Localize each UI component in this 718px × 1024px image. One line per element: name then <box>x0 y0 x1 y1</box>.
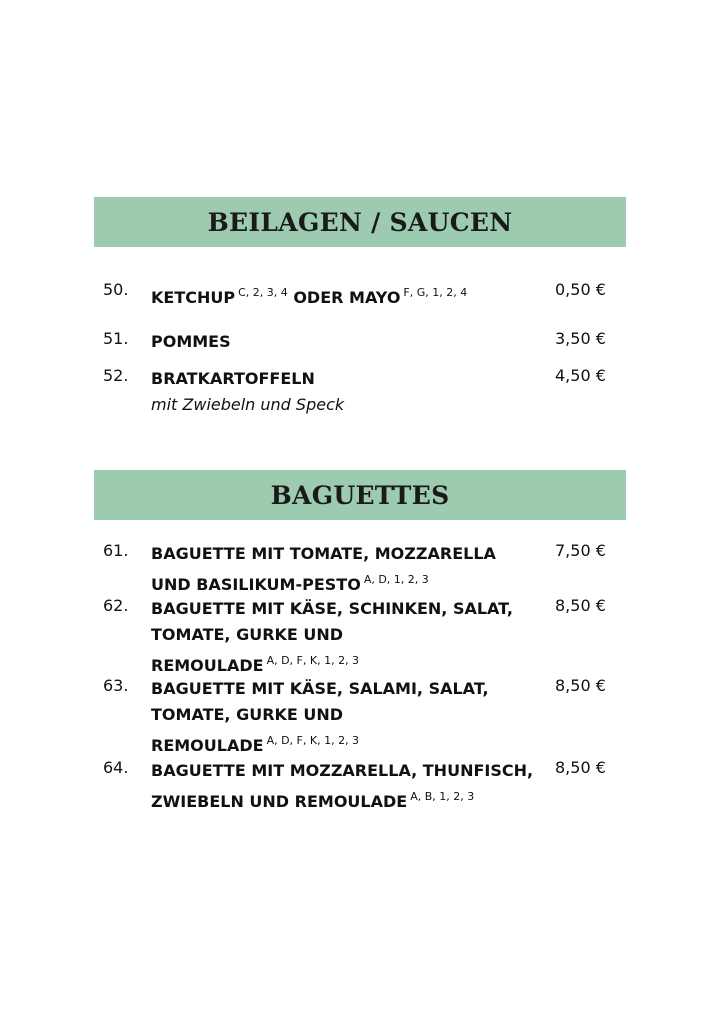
item-price: 7,50 € <box>555 541 606 560</box>
allergen-codes: A, D, F, K, 1, 2, 3 <box>266 734 360 747</box>
item-number: 51. <box>103 329 129 348</box>
section-title: BAGUETTES <box>270 480 450 510</box>
item-price: 4,50 € <box>555 366 606 385</box>
item-number: 52. <box>103 366 129 385</box>
item-price: 8,50 € <box>555 596 606 615</box>
section-header-beilagen <box>94 197 626 247</box>
item-number: 63. <box>103 676 129 695</box>
item-number: 64. <box>103 758 129 777</box>
allergen-codes: A, B, 1, 2, 3 <box>410 790 475 803</box>
item-description: mit Zwiebeln und Speck <box>151 395 345 414</box>
item-name: KETCHUP $^{C, 2, 3, 4}$ ODER MAYO $^{F, G, 1, 2, 4}$ <box>151 286 468 307</box>
item-price: 0,50 € <box>555 280 606 299</box>
item-price: 3,50 € <box>555 329 606 348</box>
section-title: BEILAGEN / SAUCEN <box>207 207 513 237</box>
item-name: BAGUETTE MIT KÄSE, SCHINKEN, SALAT, TOMATE, GURKE UND REMOULADE $^{A, D, F, K, 1, 2, 3}$ <box>151 599 513 675</box>
item-price: 8,50 € <box>555 676 606 695</box>
allergen-codes: F, G, 1, 2, 4 <box>403 286 468 299</box>
item-name: BAGUETTE MIT KÄSE, SALAMI, SALAT, TOMATE, GURKE UND REMOULADE $^{A, D, F, K, 1, 2, 3}$ <box>151 679 489 755</box>
item-number: 50. <box>103 280 129 299</box>
allergen-codes: A, D, 1, 2, 3 <box>363 573 429 586</box>
item-number: 61. <box>103 541 129 560</box>
item-name: POMMES <box>151 332 231 351</box>
item-name: BRATKARTOFFELN mit Zwiebeln und Speck <box>151 366 541 418</box>
item-price: 8,50 € <box>555 758 606 777</box>
section-header-baguettes <box>94 470 626 520</box>
allergen-codes: A, D, F, K, 1, 2, 3 <box>266 654 360 667</box>
item-number: 62. <box>103 596 129 615</box>
allergen-codes: C, 2, 3, 4 <box>238 286 288 299</box>
item-name: BAGUETTE MIT MOZZARELLA, THUNFISCH, ZWIEBELN UND REMOULADE $^{A, B, 1, 2, 3}$ <box>151 761 534 811</box>
item-name: BAGUETTE MIT TOMATE, MOZZARELLA UND BASILIKUM-PESTO $^{A, D, 1, 2, 3}$ <box>151 544 496 594</box>
